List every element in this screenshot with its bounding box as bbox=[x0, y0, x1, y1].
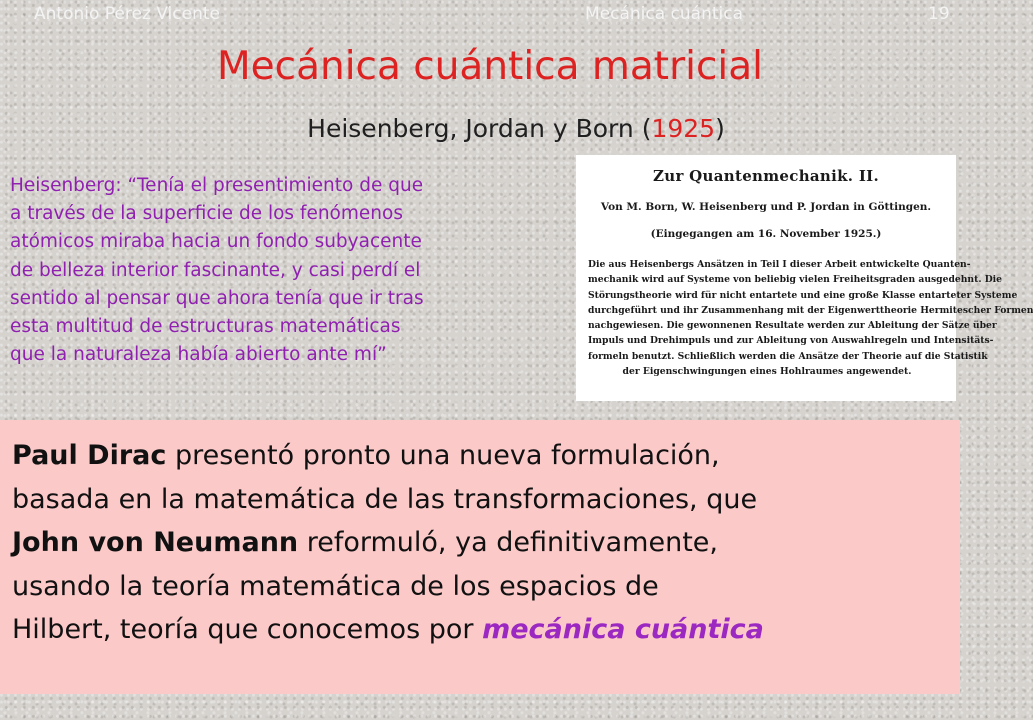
subtitle-close: ) bbox=[715, 114, 725, 143]
quote-line: Heisenberg: “Tenía el presentimiento de que bbox=[10, 175, 424, 196]
name-dirac: Paul Dirac bbox=[12, 440, 167, 471]
paper-line: Störungstheorie wird für nicht entartete und eine große Klasse entarteter Systeme bbox=[588, 289, 1018, 301]
paper-line: der Eigenschwingungen eines Hohlraumes angewendet. bbox=[622, 366, 912, 378]
paper-line: mechanik wird auf Systeme von beliebig vielen Freiheitsgraden ausgedehnt. Die bbox=[588, 274, 1003, 286]
paper-line: durchgeführt und ihr Zusammenhang mit der Eigenwerttheorie Hermitescher Formen bbox=[588, 304, 1033, 316]
summary-fragment: Hilbert, teoría que conocemos por bbox=[12, 614, 483, 645]
summary-line bbox=[12, 521, 942, 565]
header-author: Antonio Pérez Vicente bbox=[34, 4, 220, 24]
subtitle-year: 1925 bbox=[651, 114, 716, 143]
slide-subtitle bbox=[0, 114, 1032, 143]
summary-line: basada en la matemática de las transformaciones, que bbox=[12, 483, 758, 515]
paper-excerpt-image bbox=[576, 155, 1033, 401]
paper-authors: Von M. Born, W. Heisenberg und P. Jordan in Göttingen. bbox=[600, 201, 932, 213]
summary-line bbox=[12, 434, 942, 478]
paper-date: (Eingegangen am 16. November 1925.) bbox=[650, 228, 882, 240]
slide-title: Mecánica cuántica matricial bbox=[217, 44, 763, 89]
quote-line: atómicos miraba hacia un fondo subyacente bbox=[10, 231, 422, 253]
quote-line: sentido al pensar que ahora tenía que ir tras bbox=[10, 287, 424, 309]
quote-line: que la naturaleza había abierto ante mí” bbox=[10, 344, 387, 366]
term-mecanica-cuantica: mecánica cuántica bbox=[482, 614, 764, 645]
paper-line: formeln benutzt. Schließlich werden die Ansätze der Theorie auf die Statistik bbox=[588, 350, 988, 362]
page-number: 19 bbox=[928, 4, 950, 24]
paper-abstract bbox=[588, 257, 1033, 379]
subtitle-text: Heisenberg, Jordan y Born ( bbox=[307, 114, 652, 143]
dirac-summary-text bbox=[12, 434, 942, 652]
heisenberg-quote bbox=[10, 172, 570, 369]
summary-fragment: presentó pronto una nueva formulación, bbox=[166, 440, 720, 471]
summary-line: usando la teoría matemática de los espacios de bbox=[12, 570, 659, 602]
name-von-neumann: John von Neumann bbox=[12, 527, 299, 558]
paper-line: Die aus Heisenbergs Ansätzen in Teil I dieser Arbeit entwickelte Quanten- bbox=[588, 259, 971, 270]
quote-line: esta multitud de estructuras matemáticas bbox=[10, 316, 401, 338]
summary-fragment: reformuló, ya definitivamente, bbox=[298, 527, 718, 558]
paper-line: Impuls und Drehimpuls und zur Ableitung von Auswahlregeln und Intensitäts- bbox=[588, 335, 994, 347]
paper-line: nachgewiesen. Die gewonnenen Resultate werden zur Ableitung der Sätze über bbox=[588, 320, 997, 332]
slide-header bbox=[0, 0, 960, 28]
dirac-summary-box bbox=[0, 420, 960, 694]
paper-title: Zur Quantenmechanik. II. bbox=[652, 167, 880, 185]
quote-line: a través de la superficie de los fenómenos bbox=[10, 203, 403, 225]
quote-line: de belleza interior fascinante, y casi perdí el bbox=[10, 259, 421, 281]
summary-line bbox=[12, 608, 942, 652]
header-topic: Mecánica cuántica bbox=[585, 4, 744, 24]
